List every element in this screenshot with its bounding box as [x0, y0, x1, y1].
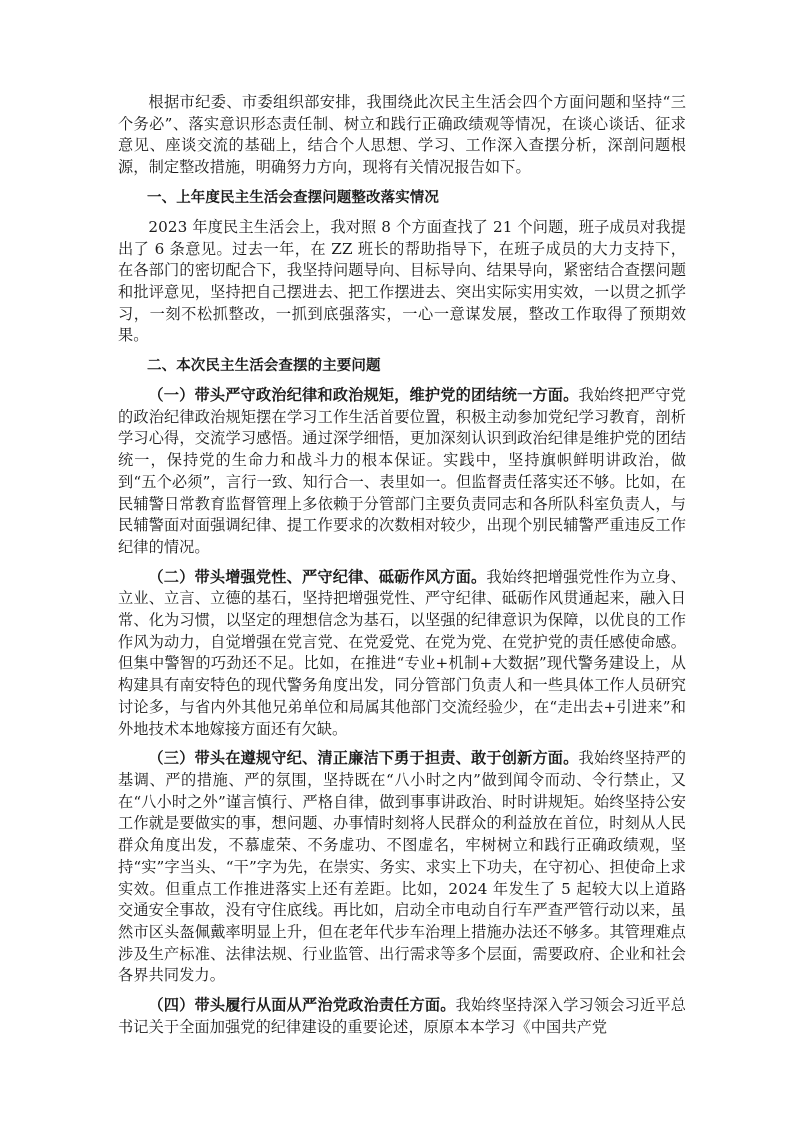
item-1-paragraph — [118, 385, 686, 559]
section-2-heading: 二、本次民主生活会查摆的主要问题 — [147, 358, 381, 375]
item-2-lead: （二）带头增强党性、严守纪律、砥砺作风方面。 — [148, 567, 487, 586]
item-3-body: 我始终坚持严的基调、严的措施、严的氛围，坚持既在“八小时之内”做到闻令而动、令行禁止，又在“八小时之外”谨言慎行、严格自律，做到事事讲政治、时时讲规矩。始终坚持公安工作就是要做实的事，想问题、办事情时刻将人民群众的利益放在首位，时刻从人民群众角度出发，不慕虚荣、不务虚功、不图虚名，牢树树立和践行正确政绩观，坚持“实”字当头、“干”字为先，在崇实、务实、求实上下功夫，在守初心、担使命上求实效。但重点工作推进落实上还有差距。比如，2024 年发生了 5 起较大以上道路交通安全事故，没有守住底线。再比如，启动全市电动自行车严查严管行动以来，虽然市区头盔佩戴率明显上升，但在老年代步车治理上措施办法还不够多。其管理难点涉及生产标准、法律法规、行业监管、出行需求等多个层面，需要政府、企业和社会各界共同发力。 — [118, 749, 686, 985]
intro-paragraph: 根据市纪委、市委组织部安排，我围绕此次民主生活会四个方面问题和坚持“三个务必”、落实意识形态责任制、树立和践行正确政绩观等情况，在谈心谈话、征求意见、座谈交流的基础上，结合个人思想、学习、工作深入查摆分析，深剖问题根源，制定整改措施，明确努力方向，现将有关情况报告如下。 — [118, 93, 686, 177]
section-1-heading: 一、上年度民主生活会查摆问题整改落实情况 — [147, 189, 439, 206]
item-3-lead: （三）带头在遵规守纪、清正廉洁下勇于担责、敢于创新方面。 — [148, 749, 579, 768]
item-2-paragraph — [118, 567, 686, 741]
item-1-lead: （一）带头严守政治纪律和政治规矩，维护党的团结统一方面。 — [148, 386, 579, 405]
item-4-body: 我始终坚持深入学习领会习近平总书记关于全面加强党的纪律建设的重要论述，原原本本学习《中国共产党 — [118, 996, 687, 1036]
document-page — [118, 92, 686, 1046]
item-4-lead: （四）带头履行从面从严治党政治责任方面。 — [148, 996, 456, 1015]
section-1-paragraph: 2023 年度民主生活会上，我对照 8 个方面查找了 21 个问题，班子成员对我提出了 6 条意见。过去一年，在 ZZ 班长的帮助指导下，在班子成员的大力支持下，在各部门的密切配合下，我坚持问题导向、目标导向、结果导向，紧密结合查摆问题和批评意见，坚持把自己摆进去、把工作摆进去、突出实际实用实效，一以贯之抓学习，一刻不松抓整改，一抓到底强落实，一心一意谋发展，整改工作取得了预期效果。 — [118, 217, 686, 345]
item-1-body: 我始终把严守党的政治纪律政治规矩摆在学习工作生活首要位置，积极主动参加党纪学习教育，剖析学习心得，交流学习感悟。通过深学细悟，更加深刻认识到政治纪律是维护党的团结统一，保持党的生命力和战斗力的根本保证。实践中，坚持旗帜鲜明讲政治，做到“五个必须”，言行一致、知行合一、表里如一。但监督责任落实还不够。比如，在民辅警日常教育监督管理上多依赖于分管部门主要负责同志和各所队科室负责人，与民辅警面对面强调纪律、提工作要求的次数相对较少，出现个别民辅警严重违反工作纪律的情况。 — [118, 386, 686, 556]
item-2-body: 我始终把增强党性作为立身、立业、立言、立德的基石，坚持把增强党性、严守纪律、砥砺作风贯通起来，融入日常、化为习惯，以坚定的理想信念为基石，以坚强的纪律意识为保障，以优良的工作作风为动力，自觉增强在党言党、在党爱党、在党为党、在党护党的责任感使命感。但集中警智的巧劲还不足。比如，在推进“专业+机制+大数据”现代警务建设上，从构建具有南安特色的现代警务角度出发，同分管部门负责人和一些具体工作人员研究讨论多，与省内外其他兄弟单位和局属其他部门交流经验少，在“走出去+引进来”和外地技术本地嫁接方面还有欠缺。 — [118, 567, 686, 738]
item-3-paragraph — [118, 748, 686, 987]
item-4-paragraph — [118, 995, 686, 1038]
